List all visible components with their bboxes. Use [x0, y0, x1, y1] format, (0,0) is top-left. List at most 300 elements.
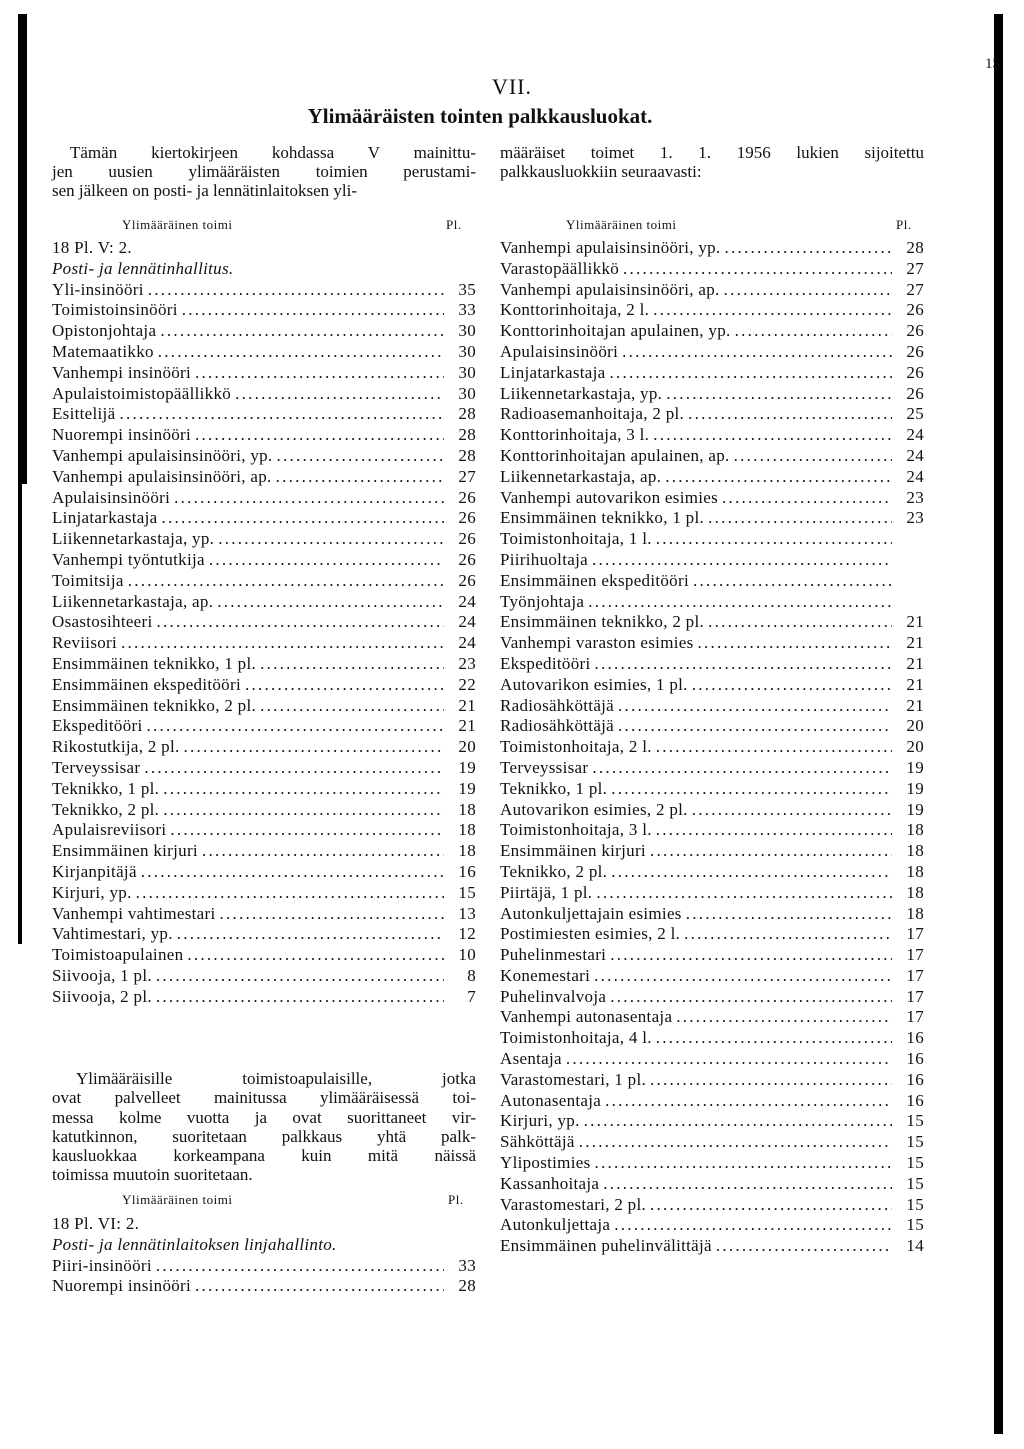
salary-class: 27 [906, 279, 924, 299]
salary-class: 17 [906, 965, 924, 985]
salary-class: 23 [906, 487, 924, 507]
salary-class: 28 [458, 425, 476, 445]
table-row [52, 779, 476, 800]
salary-class: 18 [906, 841, 924, 861]
table-row [500, 904, 924, 925]
office-title: Kassanhoitaja [500, 1173, 600, 1193]
dot-leader [592, 758, 892, 779]
salary-class: 21 [458, 695, 476, 715]
table-row [52, 883, 476, 904]
table-row [500, 404, 924, 425]
office-title: Kirjuri, yp. [52, 882, 132, 902]
dot-leader [610, 363, 892, 384]
salary-class: 19 [906, 778, 924, 798]
office-title: Apulaistoimistopäällikkö [52, 383, 232, 403]
salary-class: 26 [458, 487, 476, 507]
dot-leader [579, 1132, 892, 1153]
dot-leader [156, 987, 444, 1008]
table-row [52, 758, 476, 779]
salary-class: 10 [458, 945, 476, 965]
dot-leader [692, 800, 892, 821]
paragraph-line: toimissa muutoin suoritetaan. [52, 1165, 253, 1185]
table-row [52, 321, 476, 342]
dot-leader [686, 904, 892, 925]
salary-class: 26 [906, 362, 924, 382]
salary-class: 19 [906, 799, 924, 819]
office-title: Vanhempi autonasentaja [500, 1007, 673, 1027]
table-row [500, 238, 924, 259]
dot-leader [146, 716, 444, 737]
salary-class: 17 [906, 945, 924, 965]
salary-class: 27 [458, 466, 476, 486]
table-row [500, 862, 924, 883]
office-title: Ensimmäinen teknikko, 1 pl. [500, 508, 705, 528]
table-row [52, 508, 476, 529]
salary-class: 35 [458, 279, 476, 299]
office-title: Ekspeditööri [52, 716, 143, 736]
dot-leader [218, 529, 444, 550]
salary-class: 15 [906, 1111, 924, 1131]
dot-leader [618, 696, 892, 717]
table-row [52, 467, 476, 488]
office-title: Linjatarkastaja [52, 508, 158, 528]
salary-class: 17 [906, 924, 924, 944]
salary-class: 26 [458, 549, 476, 569]
column-header-pl: Pl. [446, 217, 462, 232]
left-list-2 [52, 1214, 476, 1297]
page-number: 15 [985, 56, 1000, 72]
table-row [52, 342, 476, 363]
dot-leader [650, 841, 892, 862]
salary-class: 26 [906, 300, 924, 320]
dot-leader [163, 779, 444, 800]
office-title: Ensimmäinen puhelinvälittäjä [500, 1236, 712, 1256]
dot-leader [610, 945, 892, 966]
paragraph-line: Ylimääräisille toimistoapulaisille, jotka [76, 1069, 476, 1088]
dot-leader [217, 592, 444, 613]
salary-class: 17 [906, 986, 924, 1006]
dot-leader [595, 1153, 893, 1174]
office-title: Vanhempi apulaisinsinööri, ap. [52, 466, 272, 486]
salary-class: 28 [458, 445, 476, 465]
salary-class: 24 [458, 591, 476, 611]
office-title: Vanhempi autovarikon esimies [500, 487, 719, 507]
salary-class: 15 [906, 1173, 924, 1193]
salary-class: 8 [467, 965, 476, 985]
scan-edge-left-lower [18, 484, 22, 944]
table-row [52, 280, 476, 301]
salary-class: 24 [906, 466, 924, 486]
dot-leader [594, 966, 892, 987]
office-title: Ensimmäinen ekspeditööri [500, 570, 689, 590]
office-title: Yli-insinööri [52, 279, 144, 299]
table-row [500, 841, 924, 862]
column-header-left [52, 217, 476, 233]
office-title: Liikennetarkastaja, yp. [52, 529, 215, 549]
salary-class: 15 [906, 1194, 924, 1214]
page-heading: Ylimääräisten tointen palkkausluokat. [307, 104, 653, 128]
table-row [52, 904, 476, 925]
office-title: Teknikko, 1 pl. [500, 778, 608, 798]
table-row [500, 1007, 924, 1028]
dot-leader [195, 425, 444, 446]
table-row [52, 571, 476, 592]
office-title: Toimistonhoitaja, 1 l. [500, 529, 652, 549]
table-row [500, 883, 924, 904]
salary-class: 15 [906, 1215, 924, 1235]
salary-class: 30 [458, 383, 476, 403]
office-title: Toimistoapulainen [52, 945, 184, 965]
salary-class: 24 [906, 445, 924, 465]
section-title: Posti- ja lennätinhallitus. [52, 258, 234, 278]
office-title: Postimiesten esimies, 2 l. [500, 924, 681, 944]
table-row [52, 737, 476, 758]
salary-class: 21 [906, 674, 924, 694]
salary-class: 30 [458, 321, 476, 341]
salary-class: 21 [906, 612, 924, 632]
table-row [500, 924, 924, 945]
dot-leader [596, 883, 892, 904]
intro-line: jen uusien ylimääräisten toimien perustami- [52, 162, 476, 181]
salary-class: 17 [906, 1007, 924, 1027]
office-title: Teknikko, 2 pl. [500, 861, 608, 881]
office-title: Piirtäjä, 1 pl. [500, 882, 593, 902]
note-paragraph [52, 1069, 476, 1185]
salary-class: 23 [458, 653, 476, 673]
dot-leader [276, 467, 444, 488]
table-row [52, 966, 476, 987]
table-row [500, 571, 924, 592]
salary-class: 30 [458, 341, 476, 361]
salary-class: 28 [458, 404, 476, 424]
table-row [52, 841, 476, 862]
dot-leader [584, 1111, 892, 1132]
table-row [52, 696, 476, 717]
dot-leader [653, 425, 892, 446]
office-title: Vahtimestari, yp. [52, 924, 173, 944]
office-title: Konttorinhoitaja, 2 l. [500, 300, 650, 320]
dot-leader [592, 550, 892, 571]
dot-leader [195, 363, 444, 384]
office-title: Kirjanpitäjä [52, 861, 137, 881]
column-header-left-2 [52, 1192, 476, 1208]
dot-leader [141, 862, 444, 883]
table-row [52, 1256, 476, 1277]
table-row [500, 342, 924, 363]
office-title: Varastopäällikkö [500, 258, 620, 278]
table-row [500, 1111, 924, 1132]
table-row [500, 633, 924, 654]
dot-leader [676, 1007, 892, 1028]
office-title: Liikennetarkastaja, yp. [500, 383, 663, 403]
paragraph-line: kausluokkaa korkeampana kuin mitä näissä [52, 1146, 476, 1166]
salary-class: 16 [906, 1049, 924, 1069]
dot-leader [650, 1070, 892, 1091]
table-row [500, 467, 924, 488]
dot-leader [622, 342, 892, 363]
table-row [500, 1049, 924, 1070]
office-title: Ensimmäinen teknikko, 1 pl. [52, 653, 257, 673]
left-list-1 [52, 238, 476, 1007]
dot-leader [724, 280, 892, 301]
office-title: Terveyssisar [52, 757, 141, 777]
table-row [500, 654, 924, 675]
office-title: Nuorempi insinööri [52, 425, 192, 445]
dot-leader [184, 737, 444, 758]
office-title: Teknikko, 1 pl. [52, 778, 160, 798]
office-title: Apulaisinsinööri [52, 487, 171, 507]
dot-leader [566, 1049, 892, 1070]
section-reference: 18 Pl. V: 2. [52, 238, 132, 257]
office-title: Apulaisreviisori [52, 820, 167, 840]
table-row [500, 1132, 924, 1153]
office-title: Ylipostimies [500, 1153, 591, 1173]
office-title: Siivooja, 2 pl. [52, 986, 152, 1006]
salary-class: 24 [906, 425, 924, 445]
office-title: Vanhempi työntutkija [52, 549, 205, 569]
table-row [500, 612, 924, 633]
dot-leader [650, 1195, 892, 1216]
dot-leader [735, 321, 892, 342]
table-row [500, 1070, 924, 1091]
column-header-toimi: Ylimääräinen toimi [122, 217, 233, 232]
dot-leader [594, 654, 892, 675]
office-title: Autonkuljettajain esimies [500, 903, 682, 923]
office-title: Työnjohtaja [500, 591, 585, 611]
office-title: Piiri-insinööri [52, 1255, 152, 1275]
table-row [500, 820, 924, 841]
salary-class: 18 [906, 820, 924, 840]
office-title: Kirjuri, yp. [500, 1111, 580, 1131]
salary-class: 21 [906, 653, 924, 673]
office-title: Toimistonhoitaja, 3 l. [500, 820, 652, 840]
dot-leader [688, 404, 892, 425]
salary-class: 19 [458, 757, 476, 777]
table-row [500, 716, 924, 737]
office-title: Autonkuljettaja [500, 1215, 611, 1235]
table-row [52, 945, 476, 966]
salary-class: 16 [906, 1069, 924, 1089]
office-title: Autovarikon esimies, 2 pl. [500, 799, 688, 819]
office-title: Radiosähköttäjä [500, 716, 615, 736]
salary-class: 24 [458, 633, 476, 653]
salary-class: 13 [458, 903, 476, 923]
dot-leader [656, 529, 892, 550]
table-row [500, 259, 924, 280]
dot-leader [603, 1174, 892, 1195]
table-row [500, 300, 924, 321]
salary-class: 15 [906, 1132, 924, 1152]
table-row [500, 425, 924, 446]
dot-leader [623, 259, 892, 280]
table-row [52, 363, 476, 384]
office-title: Osastosihteeri [52, 612, 153, 632]
dot-leader [174, 488, 444, 509]
dot-leader [163, 800, 444, 821]
dot-leader [684, 924, 892, 945]
salary-class: 27 [906, 258, 924, 278]
table-row [500, 696, 924, 717]
salary-class: 7 [467, 986, 476, 1006]
intro-line: palkkausluokkiin seuraavasti: [500, 162, 702, 181]
dot-leader [588, 592, 892, 613]
table-row [52, 820, 476, 841]
intro-text-left [52, 143, 476, 200]
office-title: Opistonjohtaja [52, 321, 157, 341]
office-title: Siivooja, 1 pl. [52, 965, 152, 985]
salary-class: 16 [458, 861, 476, 881]
dot-leader [156, 1256, 444, 1277]
salary-class: 14 [906, 1236, 924, 1256]
table-row [500, 592, 924, 613]
table-row [52, 425, 476, 446]
paragraph-line: messa kolme vuotta ja ovat suorittaneet vir- [52, 1107, 476, 1127]
intro-line: Tämän kiertokirjeen kohdassa V mainittu- [70, 143, 476, 162]
office-title: Esittelijä [52, 404, 116, 424]
table-row [500, 675, 924, 696]
salary-class: 21 [906, 633, 924, 653]
dot-leader [156, 966, 444, 987]
table-row [500, 966, 924, 987]
dot-leader [693, 571, 892, 592]
dot-leader [202, 841, 444, 862]
salary-class: 21 [906, 695, 924, 715]
dot-leader [128, 571, 444, 592]
intro-text-right [500, 143, 924, 181]
salary-class: 26 [458, 508, 476, 528]
table-row [52, 1276, 476, 1297]
table-row [52, 862, 476, 883]
office-title: Ensimmäinen teknikko, 2 pl. [500, 612, 705, 632]
office-title: Sähköttäjä [500, 1132, 575, 1152]
office-title: Vanhempi apulaisinsinööri, ap. [500, 279, 720, 299]
office-title: Matemaatikko [52, 341, 154, 361]
table-row [52, 633, 476, 654]
table-row [52, 716, 476, 737]
salary-class: 33 [458, 1255, 476, 1275]
office-title: Vanhempi varaston esimies [500, 633, 694, 653]
salary-class: 22 [458, 674, 476, 694]
dot-leader [734, 446, 892, 467]
dot-leader [209, 550, 444, 571]
dot-leader [708, 508, 892, 529]
table-row [52, 404, 476, 425]
dot-leader [692, 675, 892, 696]
dot-leader [656, 737, 892, 758]
office-title: Vanhempi apulaisinsinööri, yp. [500, 238, 721, 257]
column-header-right [500, 217, 924, 233]
table-row [500, 384, 924, 405]
office-title: Ensimmäinen kirjuri [500, 841, 646, 861]
dot-leader [119, 404, 444, 425]
table-row [500, 945, 924, 966]
table-row [500, 1215, 924, 1236]
table-row [52, 612, 476, 633]
section-title: Posti- ja lennätinlaitoksen linjahallinto. [52, 1234, 337, 1254]
office-title: Konttorinhoitaja, 3 l. [500, 425, 650, 445]
salary-class: 18 [458, 820, 476, 840]
dot-leader [611, 779, 892, 800]
table-row [500, 987, 924, 1008]
dot-leader [136, 883, 444, 904]
office-title: Vanhempi vahtimestari [52, 903, 216, 923]
dot-leader [182, 300, 444, 321]
table-row [500, 1091, 924, 1112]
table-row [52, 384, 476, 405]
dot-leader [610, 987, 892, 1008]
office-title: Asentaja [500, 1049, 562, 1069]
salary-class: 28 [906, 238, 924, 257]
table-row [500, 446, 924, 467]
salary-class: 26 [458, 529, 476, 549]
section-reference: 18 Pl. VI: 2. [52, 1214, 140, 1233]
table-row [52, 529, 476, 550]
office-title: Apulaisinsinööri [500, 341, 619, 361]
salary-class: 19 [906, 757, 924, 777]
office-title: Piirihuoltaja [500, 549, 588, 569]
table-row [500, 508, 924, 529]
dot-leader [260, 654, 444, 675]
dot-leader [656, 1028, 892, 1049]
dot-leader [605, 1091, 892, 1112]
table-row [52, 654, 476, 675]
office-title: Teknikko, 2 pl. [52, 799, 160, 819]
office-title: Vanhempi insinööri [52, 362, 192, 382]
dot-leader [160, 321, 444, 342]
office-title: Ekspeditööri [500, 653, 591, 673]
salary-class: 20 [906, 716, 924, 736]
table-row [500, 1195, 924, 1216]
salary-class: 25 [906, 404, 924, 424]
dot-leader [665, 467, 892, 488]
dot-leader [708, 612, 892, 633]
salary-class: 24 [458, 612, 476, 632]
office-title: Ensimmäinen ekspeditööri [52, 674, 241, 694]
dot-leader [698, 633, 892, 654]
dot-leader [722, 488, 892, 509]
salary-class: 12 [458, 924, 476, 944]
table-row [500, 1028, 924, 1049]
salary-class: 18 [458, 841, 476, 861]
office-title: Nuorempi insinööri [52, 1276, 192, 1296]
dot-leader [277, 446, 444, 467]
table-row [500, 758, 924, 779]
dot-leader [614, 1215, 892, 1236]
table-row [500, 1236, 924, 1257]
office-title: Ensimmäinen kirjuri [52, 841, 198, 861]
office-title: Radiosähköttäjä [500, 695, 615, 715]
office-title: Autonasentaja [500, 1090, 602, 1110]
salary-class: 26 [458, 570, 476, 590]
office-title: Toimistonhoitaja, 2 l. [500, 737, 652, 757]
table-row [500, 737, 924, 758]
table-row [500, 1153, 924, 1174]
table-row [52, 550, 476, 571]
table-row [500, 321, 924, 342]
office-title: Liikennetarkastaja, ap. [500, 466, 662, 486]
column-header-pl: Pl. [448, 1192, 464, 1207]
office-title: Varastomestari, 2 pl. [500, 1194, 647, 1214]
salary-class: 18 [458, 799, 476, 819]
salary-class: 23 [906, 508, 924, 528]
table-row [500, 1174, 924, 1195]
office-title: Terveyssisar [500, 757, 589, 777]
office-title: Toimistonhoitaja, 4 l. [500, 1028, 652, 1048]
salary-class: 20 [906, 737, 924, 757]
office-title: Ensimmäinen teknikko, 2 pl. [52, 695, 257, 715]
salary-class: 30 [458, 362, 476, 382]
paragraph-line: ovat palvelleet mainitussa ylimääräisessä toi- [52, 1088, 476, 1108]
